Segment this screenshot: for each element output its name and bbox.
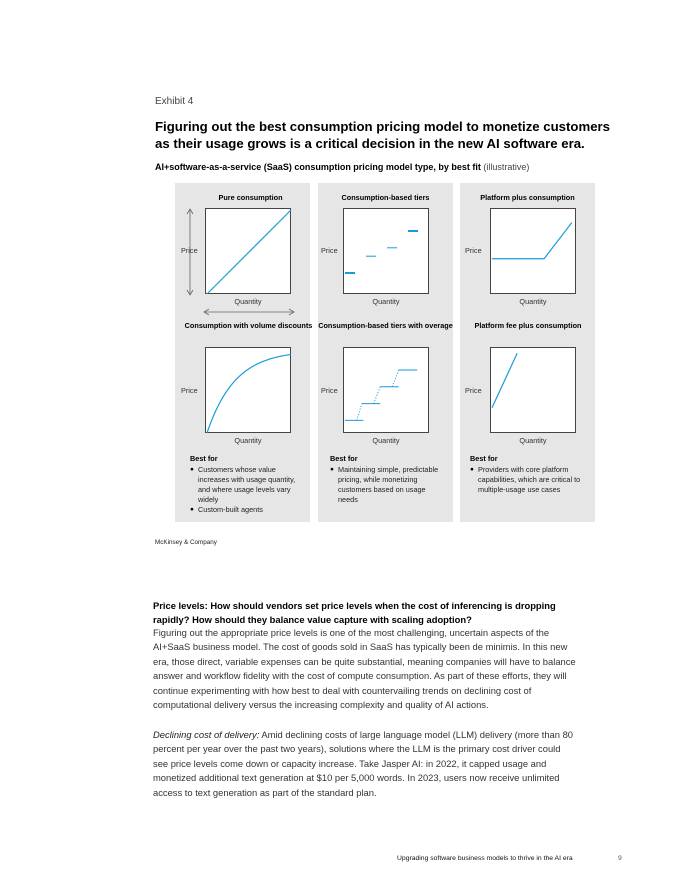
overage-connector [357,404,362,421]
series-line [207,210,291,294]
best-for-label: Best for [330,454,358,463]
y-axis-label-2: Price [181,386,198,395]
panel-title: Platform fee plus consumption [474,321,582,330]
x-axis-label-2: Quantity [234,436,262,445]
series-line [492,223,572,259]
best-for-item: ● Providers with core platform capabilities, which are critical to multiple-usage use cases [470,465,582,495]
best-for-item: ● Custom-built agents [190,505,302,515]
chart-column-1 [175,183,313,522]
best-for-list [330,465,442,505]
subtitle-bold: AI+software-as-a-service (SaaS) consumption pricing model type, by best fit [155,162,481,172]
plot-svg [206,348,292,434]
plot-area-2 [490,347,576,433]
series-line-path [207,210,291,294]
overage-connector [374,387,381,404]
plot-area [490,208,576,294]
exhibit-headline: Figuring out the best consumption pricing model to monetize customers as their usage grows is a critical decision in the new AI software era. [155,119,610,151]
panel-title: Consumption-based tiers with overage [318,321,453,330]
panel-title: Pure consumption [218,193,283,202]
best-for-label: Best for [190,454,218,463]
section-heading: Price levels: How should vendors set price levels when the cost of inferencing is dropping rapidly? How should they balance value capture with scaling adoption? [153,600,556,625]
plot-svg [491,209,577,295]
plot-area-2 [205,347,291,433]
series-steps [345,370,417,420]
paragraph-lead: Declining cost of delivery: [153,729,260,740]
body-paragraph-1: Figuring out the appropriate price levels is one of the most challenging, uncertain aspects of the AI+SaaS business model. The cost of goods sold in SaaS has typically been de minimis. In this new era, those direct, variable expenses can be quite substantial, meaning companies will have to balance answer and workflow fidelity with the cost of compute consumption. As part of these efforts, they will continue experimenting with how best to deal with countervailing trends on declining cost of computational delivery versus the increasing complexity and quality of AI actions. [153,627,576,711]
x-axis-label: Quantity [234,297,262,306]
x-axis-label-2: Quantity [372,436,400,445]
y-axis-arrow [185,207,195,297]
plot-area [343,208,429,294]
series-line-path [207,354,291,433]
y-axis-label-2: Price [465,386,482,395]
footer-title: Upgrading software business models to thrive in the AI era [397,855,573,862]
series-line-path [492,223,572,259]
body-paragraph-2 [153,728,578,800]
best-for-list [470,465,582,495]
x-axis-label-2: Quantity [519,436,547,445]
y-axis-label: Price [465,246,482,255]
plot-svg [344,209,430,295]
panel-title: Consumption-based tiers [341,193,430,202]
page-number: 9 [618,855,622,862]
chart-column-3 [460,183,595,522]
series-steps [345,231,418,273]
panel-title: Consumption with volume discounts [184,321,313,330]
series-line [207,354,291,433]
exhibit-label: Exhibit 4 [155,96,194,107]
best-for-label: Best for [470,454,498,463]
exhibit-subtitle [155,162,529,172]
plot-area-2 [343,347,429,433]
series-line [492,353,517,408]
panel-title: Platform plus consumption [480,193,575,202]
best-for-item: ● Maintaining simple, predictable pricing, while monetizing customers based on usage needs [330,465,442,505]
y-axis-label: Price [181,246,198,255]
chart-column-2 [318,183,453,522]
source-credit: McKinsey & Company [155,539,217,546]
plot-area [205,208,291,294]
best-for-list [190,465,302,515]
plot-svg [491,348,577,434]
panel-pure-consumption [175,183,310,323]
y-axis-label-2: Price [321,386,338,395]
y-axis-label: Price [321,246,338,255]
plot-svg [344,348,430,434]
x-axis-arrow [203,307,295,317]
overage-connector [392,370,399,387]
paragraph-text: Amid declining costs of large language model (LLM) delivery (more than 80 percent per year over the past two years), solutions where the LLM is the primary cost driver could see price levels come down or capacity increase. Take Jasper AI: in 2022, it capped usage and monetized additional text generation at $10 per 5,000 words. In 2023, users now receive unlimited access to text generation as part of the standard plan. [153,729,574,798]
x-axis-label: Quantity [372,297,400,306]
x-axis-label: Quantity [519,297,547,306]
plot-svg [206,209,292,295]
subtitle-note: (illustrative) [480,162,530,172]
series-line-path [492,353,517,408]
best-for-item: ● Customers whose value increases with usage quantity, and where usage levels vary widely [190,465,302,505]
